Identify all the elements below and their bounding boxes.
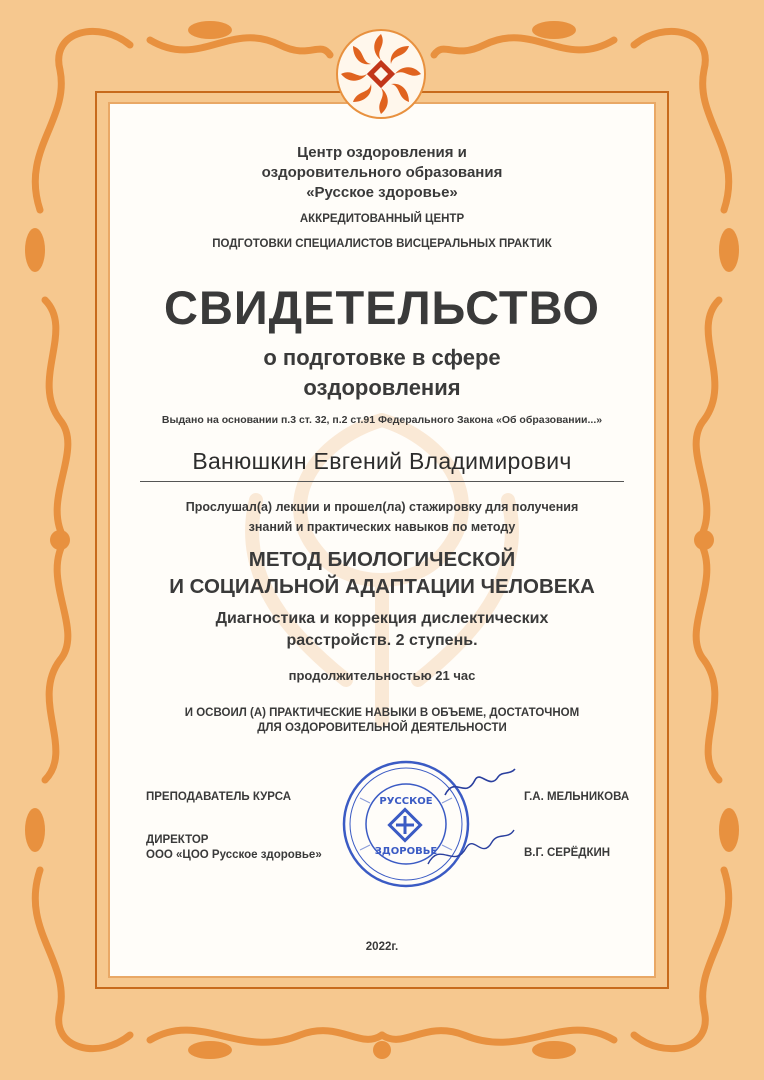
recipient-name: Ванюшкин Евгений Владимирович <box>192 448 572 474</box>
mastery-statement <box>0 706 764 736</box>
course-topic-line-2: расстройств. 2 ступень. <box>286 632 478 649</box>
svg-text:РУССКОЕ: РУССКОЕ <box>379 796 433 807</box>
organization-logo-icon <box>335 28 427 120</box>
method-title <box>0 546 764 600</box>
certificate-subtitle <box>0 343 764 403</box>
organization-name <box>0 143 764 252</box>
subtitle-line-1: о подготовке в сфере <box>263 345 501 370</box>
method-line-2: И СОЦИАЛЬНОЙ АДАПТАЦИИ ЧЕЛОВЕКА <box>169 575 595 598</box>
mastery-line-1: И ОСВОИЛ (А) ПРАКТИЧЕСКИЕ НАВЫКИ В ОБЪЕМЕ, ДОСТАТОЧНОМ <box>184 707 580 719</box>
course-topic <box>0 608 764 652</box>
organization-line-2: оздоровительного образования <box>261 164 503 181</box>
method-line-1: МЕТОД БИОЛОГИЧЕСКОЙ <box>248 548 516 571</box>
course-statement-line-2: знаний и практических навыков по методу <box>248 520 516 534</box>
name-underline <box>140 481 624 482</box>
mastery-line-2: ДЛЯ ОЗДОРОВИТЕЛЬНОЙ ДЕЯТЕЛЬНОСТИ <box>257 722 507 734</box>
director-role-line-1: ДИРЕКТОР <box>146 834 209 846</box>
accreditation-line-1: АККРЕДИТОВАННЫЙ ЦЕНТР <box>299 213 465 225</box>
organization-line-1: Центр оздоровления и <box>297 144 467 161</box>
teacher-name: Г.А. МЕЛЬНИКОВА <box>524 791 630 803</box>
certificate-title: СВИДЕТЕЛЬСТВО <box>164 281 600 334</box>
teacher-signature-icon <box>440 765 520 805</box>
course-statement-line-1: Прослушал(а) лекции и прошел(ла) стажировку для получения <box>185 500 579 514</box>
legal-basis: Выдано на основании п.3 ст. 32, п.2 ст.91 Федерального Закона «Об образовании...» <box>161 414 603 426</box>
teacher-role: ПРЕПОДАВАТЕЛЬ КУРСА <box>146 791 292 803</box>
accreditation-line-2: ПОДГОТОВКИ СПЕЦИАЛИСТОВ ВИСЦЕРАЛЬНЫХ ПРАКТИК <box>212 238 552 250</box>
svg-text:ЗДОРОВЬЕ: ЗДОРОВЬЕ <box>374 846 438 857</box>
organization-line-3: «Русское здоровье» <box>306 184 458 201</box>
course-duration: продолжительностью 21 час <box>288 668 476 683</box>
subtitle-line-2: оздоровления <box>303 375 461 400</box>
course-statement <box>0 497 764 537</box>
issue-year: 2022г. <box>365 941 399 953</box>
director-role-line-2: ООО «ЦОО Русское здоровье» <box>146 849 322 861</box>
director-name: В.Г. СЕРЁДКИН <box>524 847 611 859</box>
director-role <box>146 833 322 863</box>
course-topic-line-1: Диагностика и коррекция дислектических <box>215 610 549 627</box>
director-signature-icon <box>420 820 520 880</box>
